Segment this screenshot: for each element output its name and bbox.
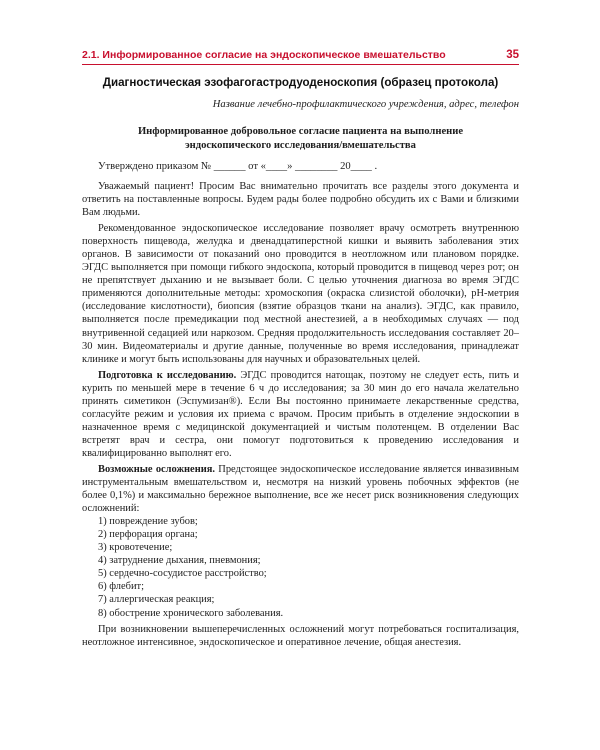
complications-paragraph bbox=[82, 463, 519, 515]
preparation-paragraph bbox=[82, 369, 519, 460]
list-item: 3) кровотечение; bbox=[98, 542, 173, 554]
list-item: 8) обострение хронического заболевания. bbox=[98, 607, 284, 619]
page-number: 35 bbox=[506, 49, 519, 61]
header-rule bbox=[82, 64, 519, 65]
list-item: 1) повреждение зубов; bbox=[98, 516, 198, 528]
consent-body bbox=[82, 180, 519, 649]
running-head bbox=[82, 49, 519, 61]
final-paragraph: При возникновении вышеперечисленных осложнений могут потребоваться госпитализация, неотложное интенсивное, эндоскопическое и оперативное лечение, общая анестезия. bbox=[82, 623, 519, 648]
approval-line: Утверждено приказом № ______ от «____» ________ 20____ . bbox=[98, 161, 378, 172]
complications-text: Предстоящее эндоскопическое исследование является инвазивным инструментальным вмешательством и, несмотря на низкий уровень побочных эффектов (не более 0,1%) и максимально бережное выполнение, все же несет риск возникновения следующих осложнений: bbox=[82, 463, 519, 515]
procedure-paragraph: Рекомендованное эндоскопическое исследование позволяет врачу осмотреть внутреннюю поверхность пищевода, желудка и двенадцатиперстной кишки и выявить заболевания этих органов. В зависимости от показаний оно проводится в неотложном или плановом порядке. ЭГДС выполняется при помощи гибкого эндоскопа, который проводится в пищевод через рот; он не препятствует дыханию и не вызывает боли. С целью уточнения диагноза во время ЭГДС применяются дополнительные методы: хромоскопия (окраска слизистой оболочки), pH-метрия (исследование кислотности), биопсия (взятие образцов ткани на анализ). ЭГДС, как правило, выполняется после премедикации под местной анестезией, а в необходимых случаях — под внутривенной седацией или наркозом. Средняя продолжительность исследования составляет 20–30 мин. Видеоматериалы и другие данные, полученные во время исследования, принадлежат клинике и могут быть использованы для научных и образовательных целей. bbox=[82, 223, 519, 365]
form-title-line-1: Информированное добровольное согласие пациента на выполнение bbox=[137, 126, 464, 137]
institution-line: Название лечебно-профилактического учреждения, адрес, телефон bbox=[212, 99, 519, 110]
form-title bbox=[82, 125, 519, 152]
list-item: 7) аллергическая реакция; bbox=[98, 594, 215, 606]
section-title: Диагностическая эзофагогастродуоденоскопия (образец протокола) bbox=[102, 76, 499, 89]
preparation-lead: Подготовка к исследованию. bbox=[98, 369, 237, 381]
greeting-paragraph: Уважаемый пациент! Просим Вас внимательно прочитать все разделы этого документа и ответить на поставленные вопросы. Будем рады более подробно обсудить их с Вами и близкими Вам людьми. bbox=[82, 181, 519, 219]
complications-list bbox=[82, 515, 519, 619]
preparation-text: ЭГДС проводится натощак, поэтому не следует есть, пить и курить по меньшей мере в течение 6 ч до исследования; за 30 мин до его начала желательно принять симетикон (Эспумизан®). Если Вы постоянно принимаете лекарственные средства, согласуйте режим и условия их приема с врачом. Просим прибыть в отделение эндоскопии в назначенное время с медицинской документацией и чистым полотенцем. В отделении Вас встретят врач и сестра, они помогут подготовиться к проведению исследования и квалифицированно выполнят его. bbox=[82, 369, 519, 459]
list-item: 5) сердечно-сосудистое расстройство; bbox=[98, 568, 267, 580]
complications-lead: Возможные осложнения. bbox=[98, 463, 215, 475]
list-item: 6) флебит; bbox=[98, 581, 145, 593]
list-item: 4) затруднение дыхания, пневмония; bbox=[98, 555, 261, 567]
form-title-line-2: эндоскопического исследования/вмешательства bbox=[185, 139, 416, 151]
running-head-section: 2.1. Информированное согласие на эндоскопическое вмешательство bbox=[82, 49, 446, 61]
list-item: 2) перфорация органа; bbox=[98, 529, 198, 541]
